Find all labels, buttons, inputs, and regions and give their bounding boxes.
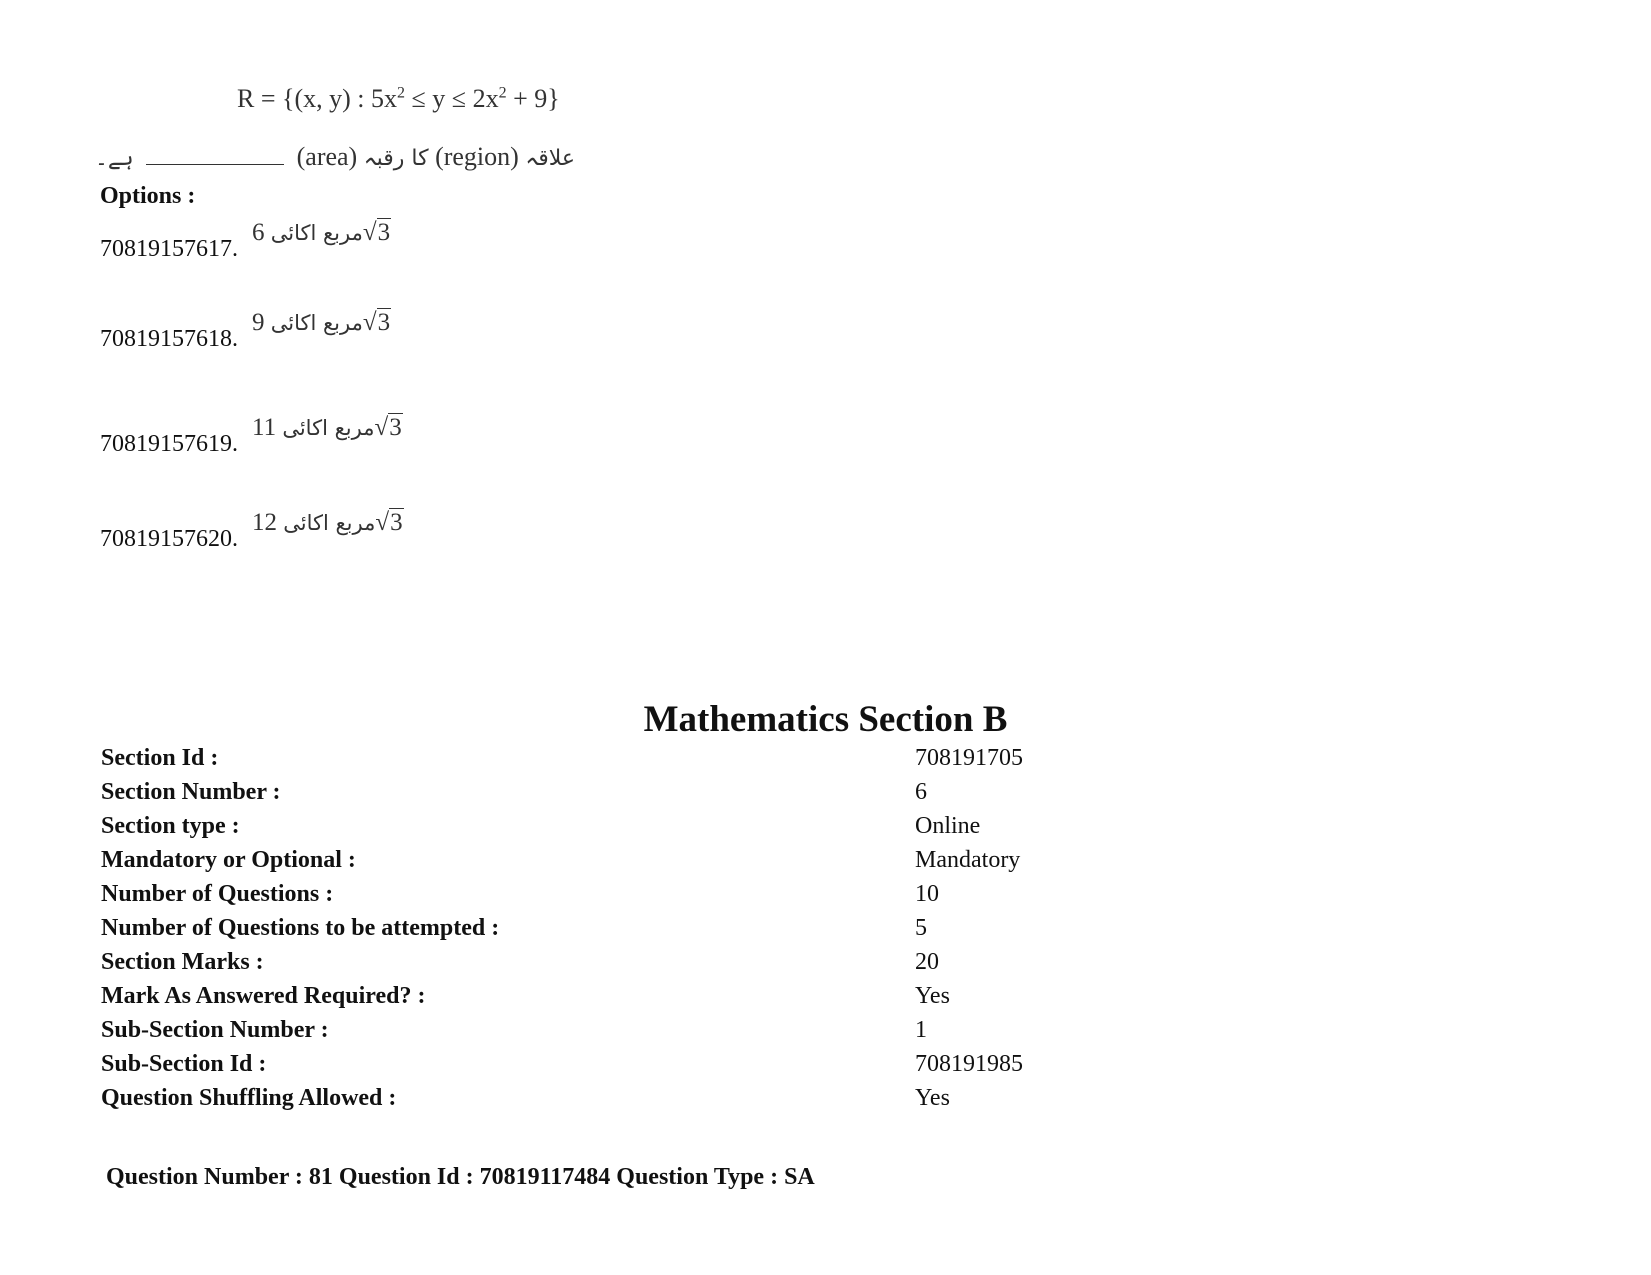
info-row-section-marks: Section Marks : 20 — [101, 949, 939, 975]
option-3 — [100, 414, 403, 458]
option-2 — [100, 309, 391, 353]
info-row-section-type: Section type : Online — [101, 813, 981, 839]
option-1 — [100, 219, 391, 263]
option-image: مربع اکائی 11 √3 — [252, 414, 402, 441]
info-row-num-questions: Number of Questions : 10 — [101, 881, 939, 907]
option-4 — [100, 509, 404, 553]
options-label: Options : — [100, 183, 196, 209]
question-text-urdu: علاقہ (region) کا رقبہ (area) ہے۔ — [94, 142, 575, 171]
region-formula: R = {(x, y) : $5x^2 \le y \le 2x^2 + 9$} — [237, 84, 560, 113]
option-id: 70819157617. — [100, 236, 238, 262]
info-row-shuffling: Question Shuffling Allowed : Yes — [101, 1085, 950, 1111]
answer-blank — [146, 148, 284, 165]
option-id: 70819157619. — [100, 431, 238, 457]
info-row-num-attempted: Number of Questions to be attempted : 5 — [101, 915, 927, 941]
section-title: Mathematics Section B — [643, 699, 1008, 740]
option-image: مربع اکائی 9 √3 — [252, 309, 391, 336]
option-id: 70819157620. — [100, 526, 238, 552]
info-row-mark-answered: Mark As Answered Required? : Yes — [101, 983, 950, 1009]
option-image: مربع اکائی 6 √3 — [252, 219, 391, 246]
info-row-subsection-id: Sub-Section Id : 708191985 — [101, 1051, 1023, 1077]
info-row-section-id: Section Id : 708191705 — [101, 745, 1023, 771]
info-row-subsection-number: Sub-Section Number : 1 — [101, 1017, 927, 1043]
option-id: 70819157618. — [100, 326, 238, 352]
info-row-section-number: Section Number : 6 — [101, 779, 927, 805]
question-header: Question Number : 81 Question Id : 70819117484 Question Type : SA — [106, 1164, 815, 1190]
option-image: مربع اکائی 12 √3 — [252, 509, 403, 536]
info-row-mandatory: Mandatory or Optional : Mandatory — [101, 847, 1021, 873]
